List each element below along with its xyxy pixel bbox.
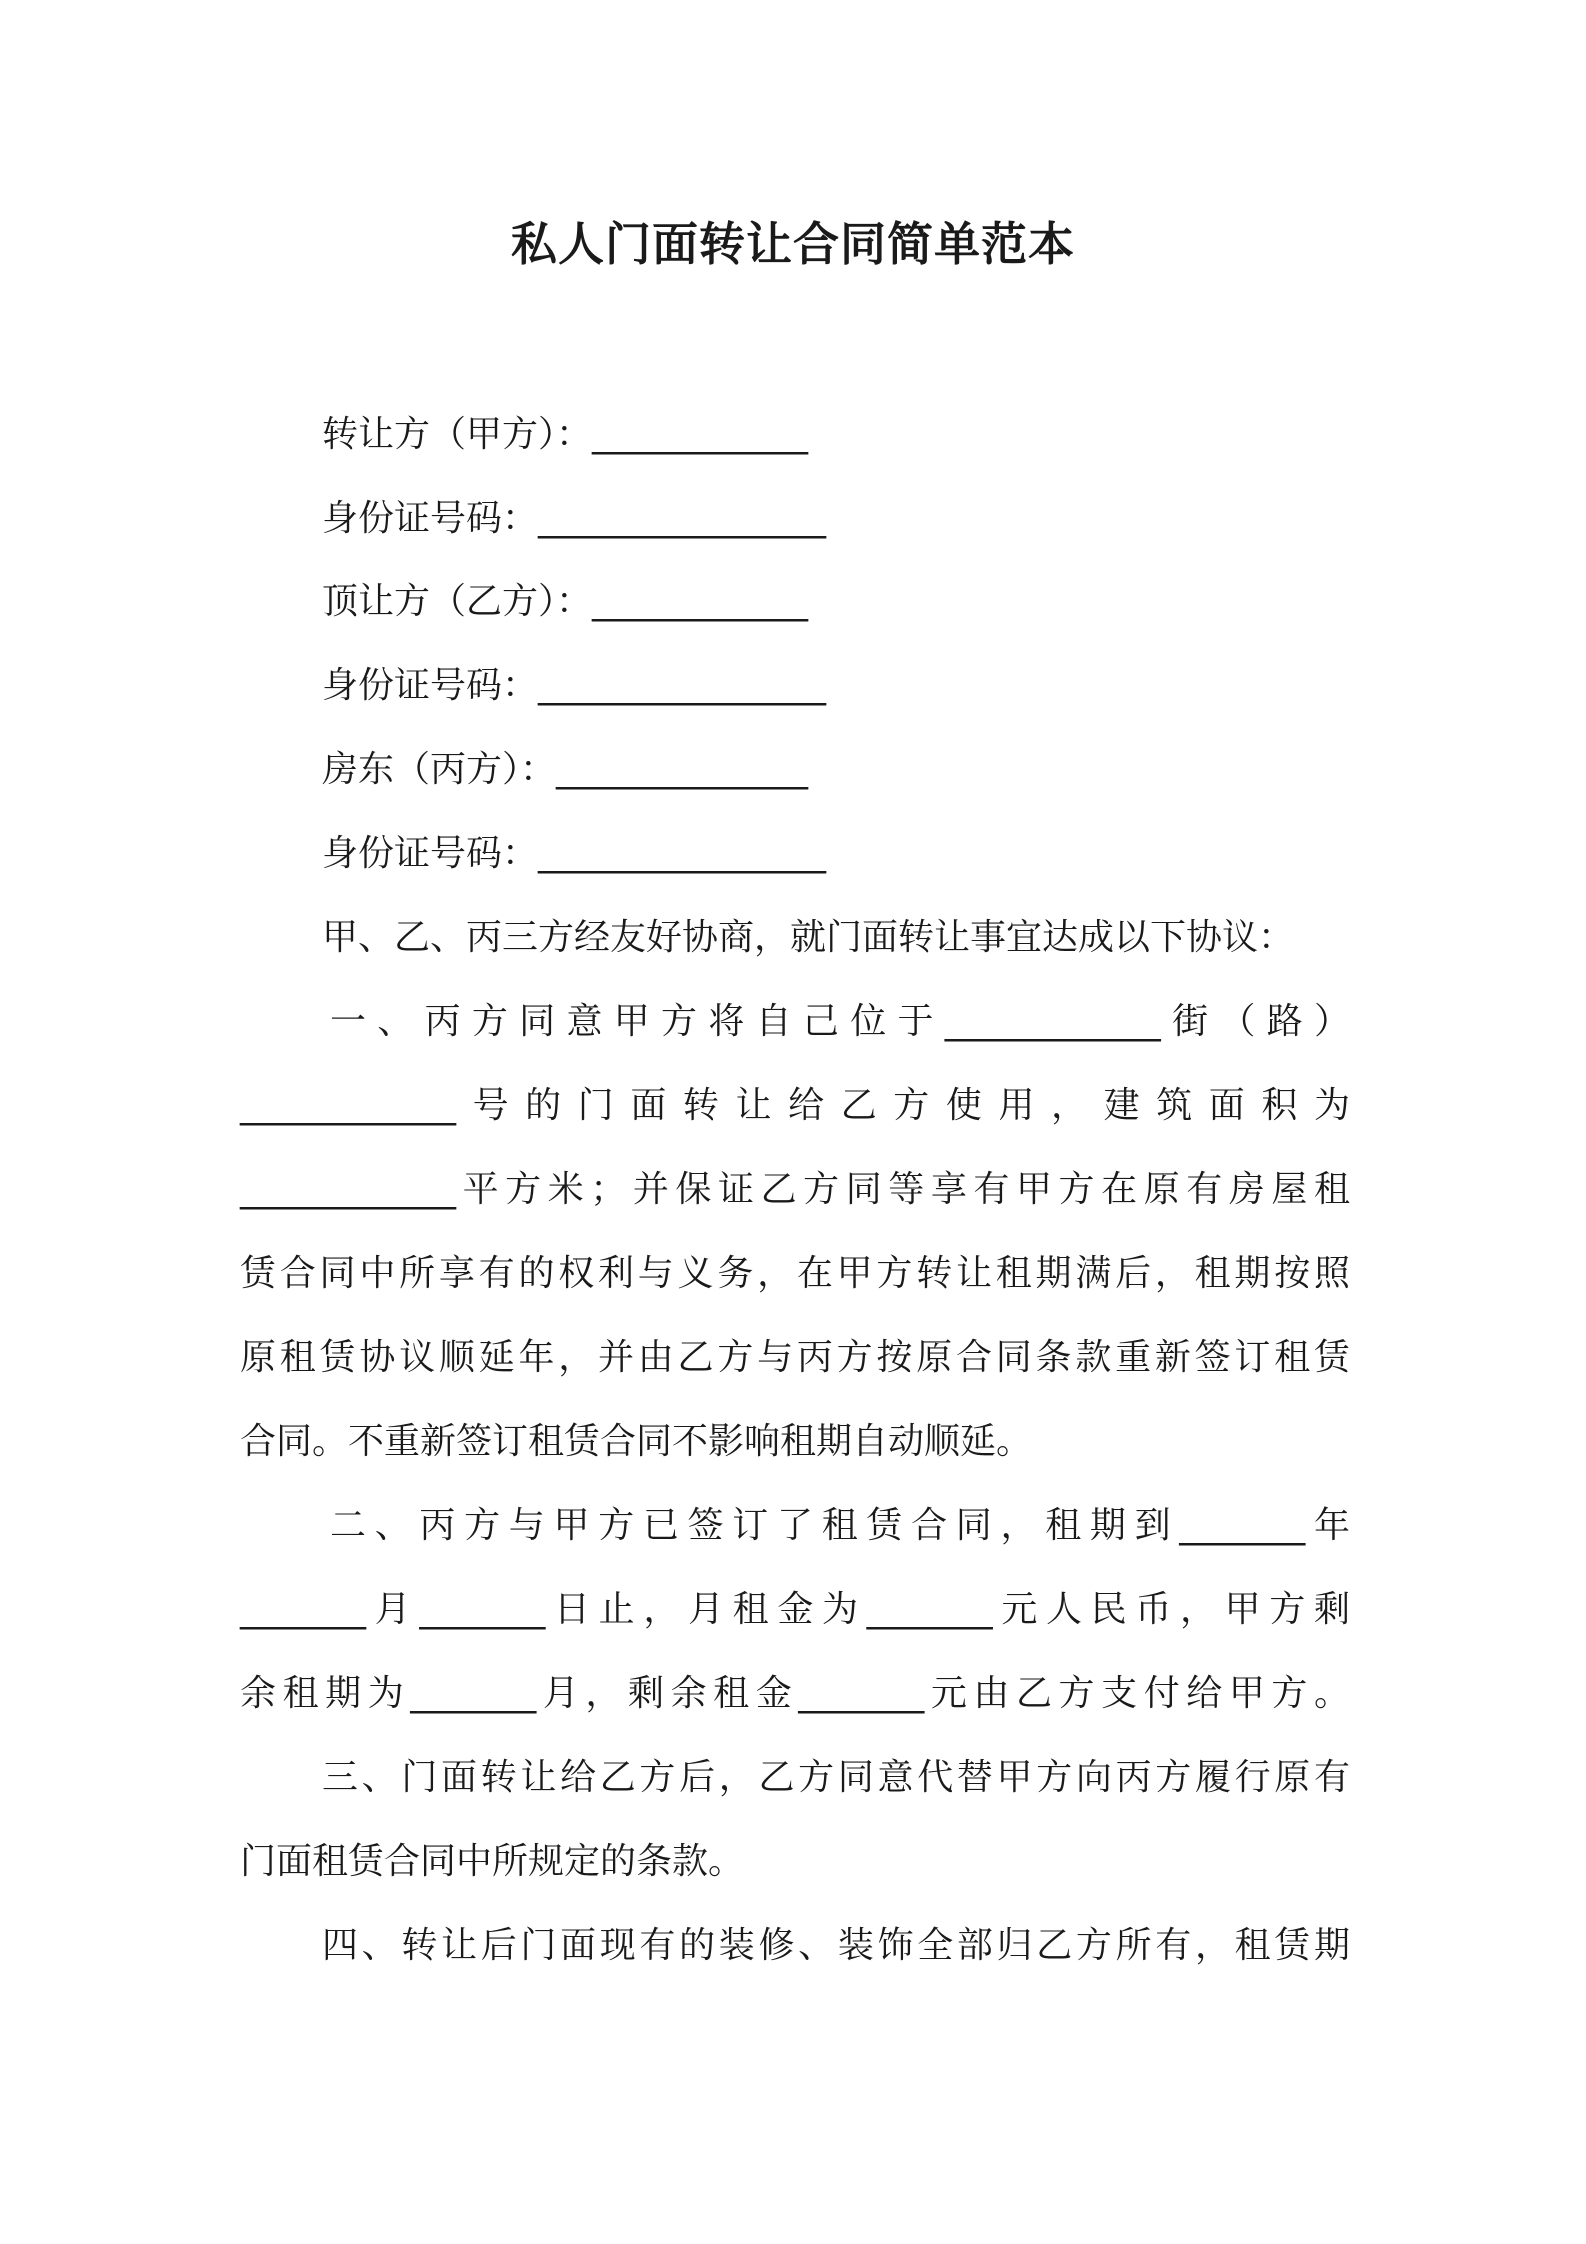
clause-1-line: 赁合同中所享有的权利与义务，在甲方转让租期满后，租期按照 — [240, 1253, 1350, 1294]
clause-2-line: _______月_______日止，月租金为_______元人民币，甲方剩 — [240, 1589, 1350, 1630]
clause-3-line: 门面租赁合同中所规定的条款。 — [240, 1841, 745, 1882]
landlord-field: 房东（丙方）：______________ — [322, 749, 809, 790]
clause-2-line: 二、丙方与甲方已签订了租赁合同，租期到_______年 — [330, 1505, 1350, 1546]
clause-3-line: 三、门面转让给乙方后，乙方同意代替甲方向丙方履行原有 — [322, 1757, 1350, 1798]
clause-4-line: 四、转让后门面现有的装修、装饰全部归乙方所有，租赁期 — [322, 1925, 1350, 1966]
document-title: 私人门面转让合同简单范本 — [511, 217, 1075, 271]
clause-1-line: 一、丙方同意甲方将自己位于____________街（路） — [330, 1001, 1350, 1042]
transferor-id-field: 身份证号码：________________ — [322, 498, 827, 539]
landlord-id-field: 身份证号码：________________ — [322, 833, 827, 874]
transferee-field: 顶让方（乙方）：____________ — [322, 581, 809, 622]
clause-1-line: ____________号的门面转让给乙方使用，建筑面积为 — [240, 1085, 1350, 1126]
clause-2-line: 余租期为_______月，剩余租金_______元由乙方支付给甲方。 — [240, 1673, 1350, 1714]
clause-1-line: 合同。不重新签订租赁合同不影响租期自动顺延。 — [240, 1421, 1033, 1462]
clause-1-line: ____________平方米；并保证乙方同等享有甲方在原有房屋租 — [240, 1169, 1350, 1210]
clause-1-line: 原租赁协议顺延年，并由乙方与丙方按原合同条款重新签订租赁 — [240, 1337, 1350, 1378]
intro-paragraph: 甲、乙、丙三方经友好协商，就门面转让事宜达成以下协议： — [322, 917, 1295, 958]
transferor-field: 转让方（甲方）：____________ — [322, 414, 809, 455]
transferee-id-field: 身份证号码：________________ — [322, 665, 827, 706]
